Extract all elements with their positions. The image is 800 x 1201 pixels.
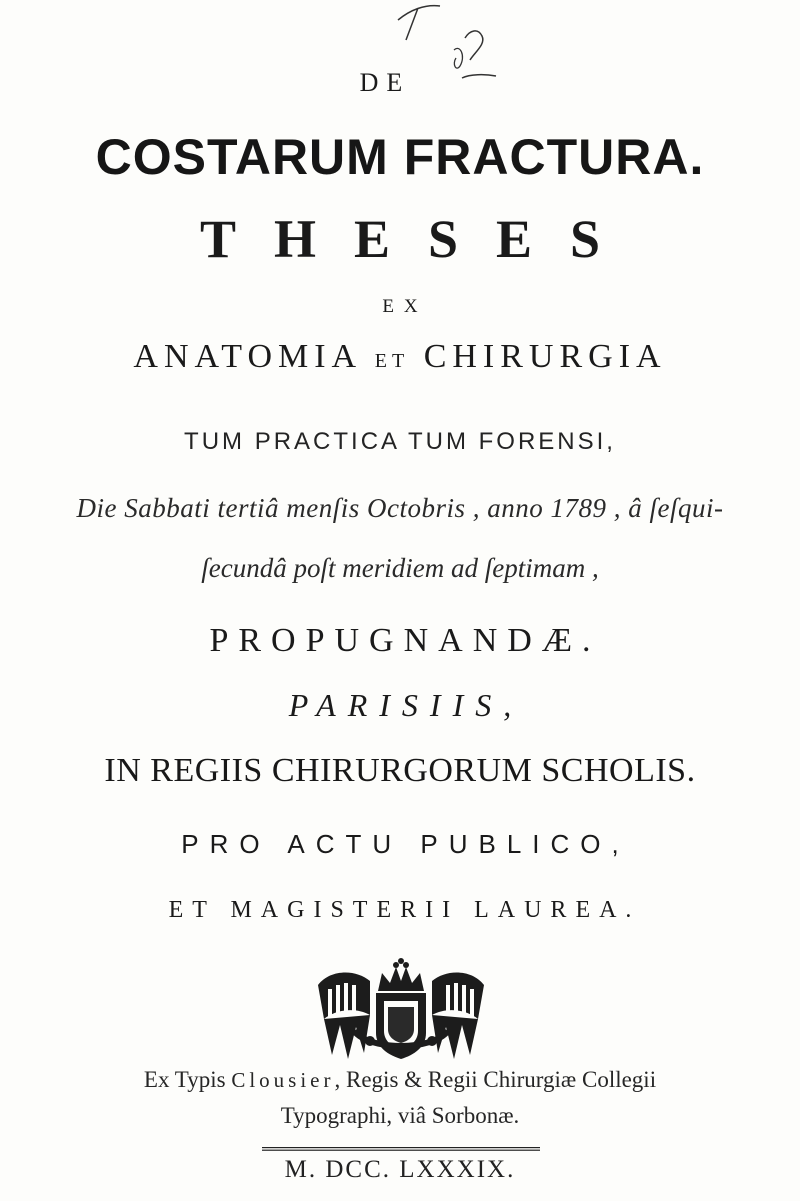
printer-suffix: , Regis & Regii Chirurgiæ Collegii xyxy=(334,1067,657,1092)
propugnandae-line: PROPUGNANDÆ. xyxy=(209,622,601,659)
place-parisiis: PARISIIS, xyxy=(288,687,524,723)
printer-prefix: Ex Typis xyxy=(143,1067,226,1092)
ex-line: EX xyxy=(382,296,428,317)
double-rule-divider xyxy=(262,1147,540,1151)
chirurgia-word: CHIRURGIA xyxy=(423,338,667,375)
anatomia-word: ANATOMIA xyxy=(133,338,361,375)
page-title: COSTARUM FRACTURA. xyxy=(95,129,705,185)
defense-date-line-1: Die Sabbati tertiâ menſis Octobris , anno 1789 , â ſeſqui- xyxy=(76,493,724,523)
printers-ornament xyxy=(310,955,492,1065)
title-prefix: DE xyxy=(359,68,411,97)
actu-publico-line: PRO ACTU PUBLICO, xyxy=(181,829,630,859)
theses-heading: THESES xyxy=(199,209,639,269)
anatomia-chirurgia-line xyxy=(0,338,800,376)
printer-name: Clousier xyxy=(231,1068,335,1092)
practica-forensi-line: TUM PRACTICA TUM FORENSI, xyxy=(184,428,616,455)
printer-line xyxy=(0,1067,800,1093)
imprint-year: M. DCC. LXXXIX. xyxy=(284,1156,516,1183)
printer-address-line: Typographi, viâ Sorbonæ. xyxy=(280,1103,520,1128)
magisterii-laurea-line: ET MAGISTERII LAUREA. xyxy=(168,897,641,923)
et-word: ET xyxy=(374,350,410,372)
defense-date-line-2: ſecundâ poſt meridiem ad ſeptimam , xyxy=(201,553,599,583)
regiis-scholis-line: IN REGIIS CHIRURGORUM SCHOLIS. xyxy=(104,752,696,789)
